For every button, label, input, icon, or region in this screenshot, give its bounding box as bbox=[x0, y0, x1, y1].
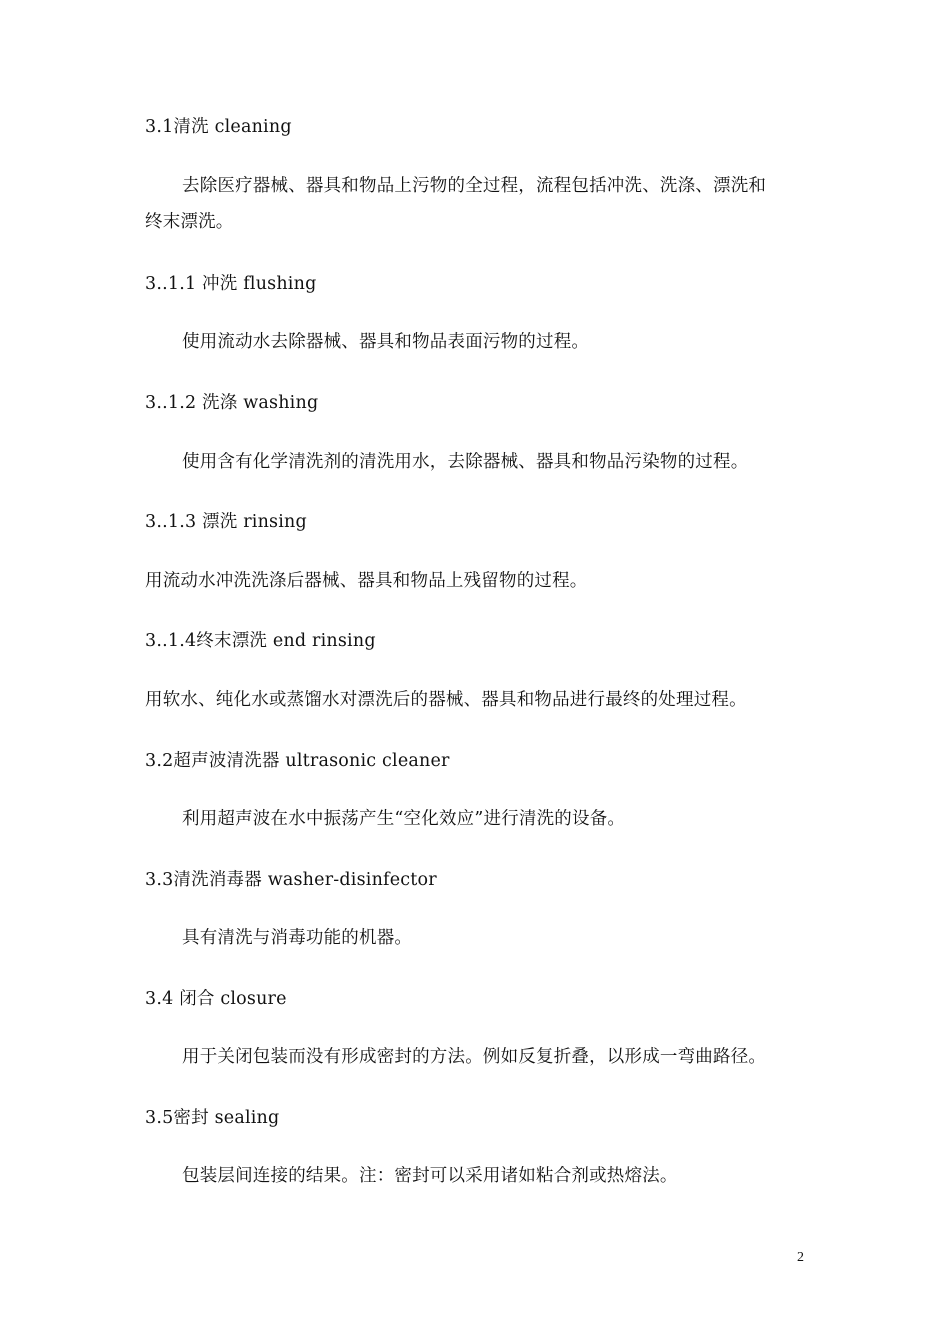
term-heading: 3.1清洗 cleaning bbox=[145, 117, 292, 137]
definition-text: 用于关闭包装而没有形成密封的方法。例如反复折叠，以形成一弯曲路径。 bbox=[182, 1047, 767, 1067]
term-heading: 3.3清洗消毒器 washer-disinfector bbox=[145, 870, 437, 890]
term-heading: 3..1.3 漂洗 rinsing bbox=[145, 512, 307, 532]
term-heading: 3..1.1 冲洗 flushing bbox=[145, 274, 317, 294]
term-heading: 3.4 闭合 closure bbox=[145, 989, 287, 1009]
definition-text: 包装层间连接的结果。注：密封可以采用诸如粘合剂或热熔法。 bbox=[182, 1166, 678, 1186]
term-heading: 3.2超声波清洗器 ultrasonic cleaner bbox=[145, 751, 450, 771]
term-heading: 3..1.2 洗涤 washing bbox=[145, 393, 319, 413]
term-heading: 3..1.4终末漂洗 end rinsing bbox=[145, 631, 376, 651]
definition-text: 终末漂洗。 bbox=[145, 212, 234, 232]
definition-text: 具有清洗与消毒功能的机器。 bbox=[182, 928, 413, 948]
definition-text: 用软水、纯化水或蒸馏水对漂洗后的器械、器具和物品进行最终的处理过程。 bbox=[145, 690, 747, 710]
term-heading: 3.5密封 sealing bbox=[145, 1108, 280, 1128]
definition-text: 使用流动水去除器械、器具和物品表面污物的过程。 bbox=[182, 332, 590, 352]
definition-text: 用流动水冲洗洗涤后器械、器具和物品上残留物的过程。 bbox=[145, 571, 588, 591]
definition-text: 去除医疗器械、器具和物品上污物的全过程，流程包括冲洗、洗涤、漂洗和 bbox=[182, 176, 767, 196]
definition-text: 利用超声波在水中振荡产生“空化效应”进行清洗的设备。 bbox=[182, 809, 626, 829]
definition-text: 使用含有化学清洗剂的清洗用水，去除器械、器具和物品污染物的过程。 bbox=[182, 452, 749, 472]
page-number: 2 bbox=[797, 1250, 804, 1265]
